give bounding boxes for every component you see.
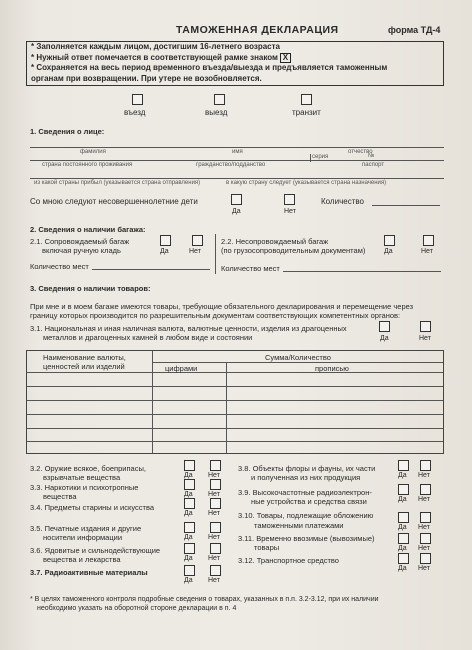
item310-sub: таможенными платежами [254,521,344,530]
item310-no-checkbox[interactable] [420,512,431,523]
places1-line[interactable] [92,269,210,270]
footnote-line-1: * В целях таможенного контроля подробные сведения о товарах, указанных в п.п. 3.2-3.12, при их наличии [30,596,379,603]
item32-no-label: Нет [208,472,220,479]
surname-label: фамилия [80,149,106,155]
entry-checkbox[interactable] [132,94,143,105]
passport-divider [310,154,311,162]
item31-no-label: Нет [419,335,431,342]
series-label: серия [312,154,329,160]
table-col1-header: Наименование валюты, [43,353,126,362]
transit-label: транзит [292,108,321,117]
item32-yes-checkbox[interactable] [184,460,195,471]
table-row-line[interactable] [27,414,443,415]
item33-sub: вещества [43,492,77,501]
item34-no-label: Нет [208,510,220,517]
item34-yes-label: Да [184,510,193,517]
table-subheader-line [152,362,443,363]
item33-yes-checkbox[interactable] [184,479,195,490]
item36-yes-label: Да [184,555,193,562]
baggage-unaccompanied-label: 2.2. Несопровождаемый багаж [221,237,329,246]
baggage-unaccompanied-yes-label: Да [384,248,393,255]
item37-no-label: Нет [208,577,220,584]
item310-yes-label: Да [398,524,407,531]
item31-no-checkbox[interactable] [420,321,431,332]
item34-no-checkbox[interactable] [210,498,221,509]
baggage-accompanied-label: 2.1. Сопровождаемый багаж [30,237,130,246]
exit-checkbox[interactable] [214,94,225,105]
children-no-checkbox[interactable] [284,194,295,205]
table-row-line[interactable] [27,441,443,442]
baggage-accompanied-no-checkbox[interactable] [192,235,203,246]
item310-no-label: Нет [418,524,430,531]
table-row-line[interactable] [27,386,443,387]
table-subcol-divider [226,363,227,453]
baggage-unaccompanied-sub: (по грузосопроводительным документам) [221,246,366,255]
item312-yes-label: Да [398,565,407,572]
baggage-unaccompanied-yes-checkbox[interactable] [384,235,395,246]
arrival-label: из какой страны прибыл (указывается страна отправления) [34,180,201,186]
item36-no-label: Нет [208,555,220,562]
item39-yes-checkbox[interactable] [398,484,409,495]
item36-sub: вещества и лекарства [43,555,121,564]
currency-table [26,350,444,454]
instruction-line-3: * Сохраняется на весь период временного въезда/выезда и предъявляется таможенным [31,63,388,72]
item31-yes-label: Да [380,335,389,342]
item38-yes-label: Да [398,472,407,479]
baggage-unaccompanied-no-label: Нет [421,248,433,255]
instructions-box [26,41,444,86]
name-line[interactable] [30,147,444,148]
children-quantity-line[interactable] [372,205,440,206]
children-label: Со мною следуют несовершеннолетние дети [30,197,198,206]
exit-label: выезд [205,108,228,117]
mark-example: X [280,53,291,63]
item311-no-label: Нет [418,545,430,552]
form-title: ТАМОЖЕННАЯ ДЕКЛАРАЦИЯ [176,24,339,36]
baggage-accompanied-sub: включая ручную кладь [42,246,121,255]
item32-sub: взрывчатые вещества [43,473,121,482]
item38-no-label: Нет [418,472,430,479]
item31-label: 3.1. Национальная и иная наличная валюта, валютные ценности, изделия из драгоценных [30,324,347,333]
item311-yes-checkbox[interactable] [398,533,409,544]
instruction-line-1: * Заполняется каждым лицом, достигшим 16-летнего возраста [31,42,280,51]
children-yes-checkbox[interactable] [231,194,242,205]
instruction-line-2-text: * Нужный ответ помечается в соответствующей рамке знаком [31,52,278,62]
baggage-accompanied-yes-label: Да [160,248,169,255]
table-col-divider [152,351,153,453]
citizenship-label: гражданство/подданство [196,162,266,168]
section3-intro-1: При мне и в моем багаже имеются товары, требующие обязательного декларирования и перемещение через [30,302,414,311]
name-label: имя [232,149,243,155]
item33-no-label: Нет [208,491,220,498]
item37-label: 3.7. Радиоактивные материалы [30,568,148,577]
item37-yes-label: Да [184,577,193,584]
number-label: № [368,153,375,159]
form-id: форма ТД-4 [388,25,441,35]
baggage-divider [215,234,216,274]
item35-no-checkbox[interactable] [210,522,221,533]
item37-yes-checkbox[interactable] [184,565,195,576]
item35-sub: носители информации [43,533,123,542]
item36-no-checkbox[interactable] [210,543,221,554]
places2-label: Количество мест [221,264,280,273]
section2-title: 2. Сведения о наличии багажа: [30,225,146,234]
footnote-line-2: необходимо указать на оборотной стороне декларации в п. 4 [37,605,237,612]
item34-label: 3.4. Предметы старины и искусства [30,503,155,512]
places2-line[interactable] [283,271,441,272]
section3-intro-2: границу которых производится по разрешительным документам соответствующих компетентных органов: [30,311,401,320]
item312-yes-checkbox[interactable] [398,553,409,564]
item31-yes-checkbox[interactable] [379,321,390,332]
table-words-header: прописью [315,364,349,373]
item36-yes-checkbox[interactable] [184,543,195,554]
item311-label: 3.11. Временно ввозимые (вывозимые) [238,534,375,543]
item35-yes-checkbox[interactable] [184,522,195,533]
item38-sub: и полученная из них продукция [251,473,361,482]
table-col1-header-sub: ценностей или изделий [43,362,125,371]
item32-no-checkbox[interactable] [210,460,221,471]
item312-no-label: Нет [418,565,430,572]
item312-no-checkbox[interactable] [420,553,431,564]
item39-label: 3.9. Высокочастотные радиоэлектрон- [238,488,372,497]
route-line[interactable] [30,178,444,179]
section1-title: 1. Сведения о лице: [30,127,105,136]
patronymic-label: отчество [348,149,373,155]
item33-label: 3.3. Наркотики и психотропные [30,483,139,492]
children-yes-label: Да [232,208,241,215]
item39-yes-label: Да [398,496,407,503]
item35-label: 3.5. Печатные издания и другие [30,524,142,533]
item33-yes-label: Да [184,491,193,498]
item38-yes-checkbox[interactable] [398,460,409,471]
children-no-label: Нет [284,208,296,215]
item35-yes-label: Да [184,534,193,541]
item36-label: 3.6. Ядовитые и сильнодействующие [30,546,161,555]
baggage-unaccompanied-no-checkbox[interactable] [423,235,434,246]
item311-sub: товары [254,543,280,552]
item310-yes-checkbox[interactable] [398,512,409,523]
table-digits-header: цифрами [165,364,198,373]
item33-no-checkbox[interactable] [210,479,221,490]
item35-no-label: Нет [208,534,220,541]
item312-label: 3.12. Транспортное средство [238,556,339,565]
item32-yes-label: Да [184,472,193,479]
item311-yes-label: Да [398,545,407,552]
residence-line[interactable] [30,160,444,161]
instruction-line-4: органам при возвращении. При утере не возобновляется. [31,73,262,83]
children-quantity-label: Количество [321,197,364,206]
transit-checkbox[interactable] [301,94,312,105]
item310-label: 3.10. Товары, подлежащие обложению [238,511,374,520]
passport-label: паспорт [362,162,385,168]
item39-no-label: Нет [418,496,430,503]
item37-no-checkbox[interactable] [210,565,221,576]
item311-no-checkbox[interactable] [420,533,431,544]
item38-label: 3.8. Объекты флоры и фауны, их части [238,464,376,473]
residence-label: страна постоянного проживания [42,162,133,168]
entry-label: въезд [124,108,146,117]
item31-sub: металлов и драгоценных камней в любом виде и состоянии [43,333,253,342]
item38-no-checkbox[interactable] [420,460,431,471]
baggage-accompanied-no-label: Нет [189,248,201,255]
table-col2-header: Сумма/Количество [265,353,331,362]
destination-label: в какую страну следует (указывается страна назначения) [226,180,387,186]
places1-label: Количество мест [30,262,89,271]
table-row-line[interactable] [27,400,443,401]
item39-no-checkbox[interactable] [420,484,431,495]
table-header-line [27,372,443,373]
instruction-line-2 [27,53,443,64]
item34-yes-checkbox[interactable] [184,498,195,509]
baggage-accompanied-yes-checkbox[interactable] [160,235,171,246]
item39-sub: ные устройства и средства связи [251,497,367,506]
table-row-line[interactable] [27,428,443,429]
section3-title: 3. Сведения о наличии товаров: [30,284,151,293]
item32-label: 3.2. Оружие всякое, боеприпасы, [30,464,146,473]
